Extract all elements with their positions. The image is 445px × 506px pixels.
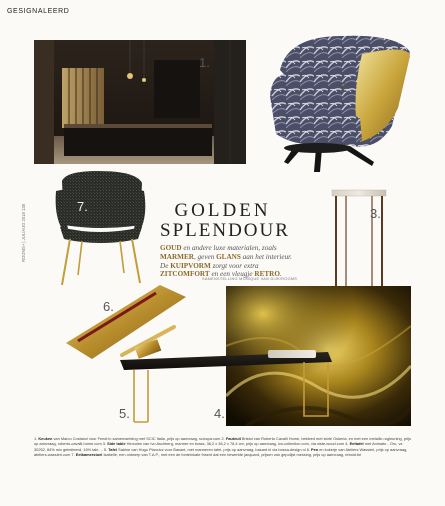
caption-2-text: Bristol van Roberto Cavalli Home, bekleed met stofe Oskeria, en met een metallic rugleuning, prijs op aanvraag, roberto-cavalli-home.com [34,436,411,447]
intro-p6: aan het interieur. De [160,252,292,270]
headline-line-2: SPLENDOUR [160,220,290,241]
intro-p8: zorgt voor extra [210,261,259,270]
item-number-6: 6. [103,299,114,314]
item-number-7: 7. [77,199,88,214]
intro-p5: GLANS [216,252,241,261]
caption-7-text: Isabelle, een ontwerp van T.A.P., met een de fonteinkate frisent dat een bewerkte jacquard, prijsen van gepolijst messing, prijs op aanvraag, rebold.be [102,452,362,458]
intro-p12: . [279,270,282,279]
caption-4-title: Eettafel [349,441,364,447]
item-number-1: 1. [199,55,210,70]
caption-3-text: Hercules van Ivo Aschberg, marmer en brass, 36,2 x 36,2 x 78,4 cm, prijs op aanvraag, ivo-collection.com, via siste-wood.com [125,441,345,447]
caption-1-title: Keuken [38,436,53,441]
dining-chair-illustration [52,169,148,287]
caption-7-title: Eetkamerstoel [75,452,103,458]
caption-3-number: 3. [102,441,107,447]
item-number-3: 3. [370,206,381,221]
dining-chair-image [52,169,148,287]
intro-p3: MARMER [160,252,194,261]
armchair-image [258,30,412,182]
caption-3-title: Side table [107,441,126,447]
caption-5-title: Tafel [108,446,118,452]
item-number-5: 5. [119,406,130,421]
caption-6-text: en kokerje van Ateliers Wassieri, prijs op aanvraag, ateliers-wassieri.com [34,446,408,458]
intro-p9: ZITCOMFORT [160,270,210,279]
section-title: GESIGNALEERD [7,8,70,15]
caption-1-text: van Marco Costanzi voor Fendi in samenwerking met SCIC Italia, prijs op aanvraag, scicspa.com [52,436,221,441]
caption-1-number: 1. [34,436,38,441]
headline-line-1: GOLDEN [174,200,271,221]
caption-5-number: 5. [103,446,108,452]
caption-5-text: Sabine van Hugo Piancicz voor Basant, met marmeren tafel, prijs op aanvraag, basant.nl via bossa-design.nl [117,446,306,452]
headline [160,200,290,241]
caption-4-text: met Animato - Oro, vz. 30252, 84% mix geimiteerd, 16% tale ... [34,441,404,452]
intro-p2: en andere luxe materialen, zoals [181,244,277,252]
credit-line: SAMENSTELLING MONIQUE VAN DIJK/ROOMS [202,277,298,281]
caption-2-title: Fauteuil [225,436,241,441]
intro-p4: , geven [193,252,215,261]
captions [34,436,414,458]
kitchen-image [34,40,246,164]
item-number-2: 2. [340,80,351,95]
sidebar-issue [21,204,26,262]
intro-p10: en een vleugje [209,270,255,279]
caption-6-title: Pen [311,446,319,452]
caption-2-number: 2. [221,436,225,441]
caption-4-number: 4. [345,441,349,447]
armchair-illustration [258,30,412,182]
item-number-4: 4. [214,406,225,421]
caption-7-number: 7. [71,452,75,458]
dining-table-image [118,346,338,426]
sidebar-issue-text: ROOMS+ | JUL/AUG 2018 [21,212,26,262]
kitchen-illustration [34,40,246,164]
intro-p11: RETRO [254,270,280,279]
dining-table-illustration [118,346,338,426]
intro-p7: KUIPVORM [170,261,211,270]
sidebar-page: 138 [21,203,26,211]
intro-p1: GOUD [160,244,182,252]
caption-6-number: 6. [306,446,310,452]
